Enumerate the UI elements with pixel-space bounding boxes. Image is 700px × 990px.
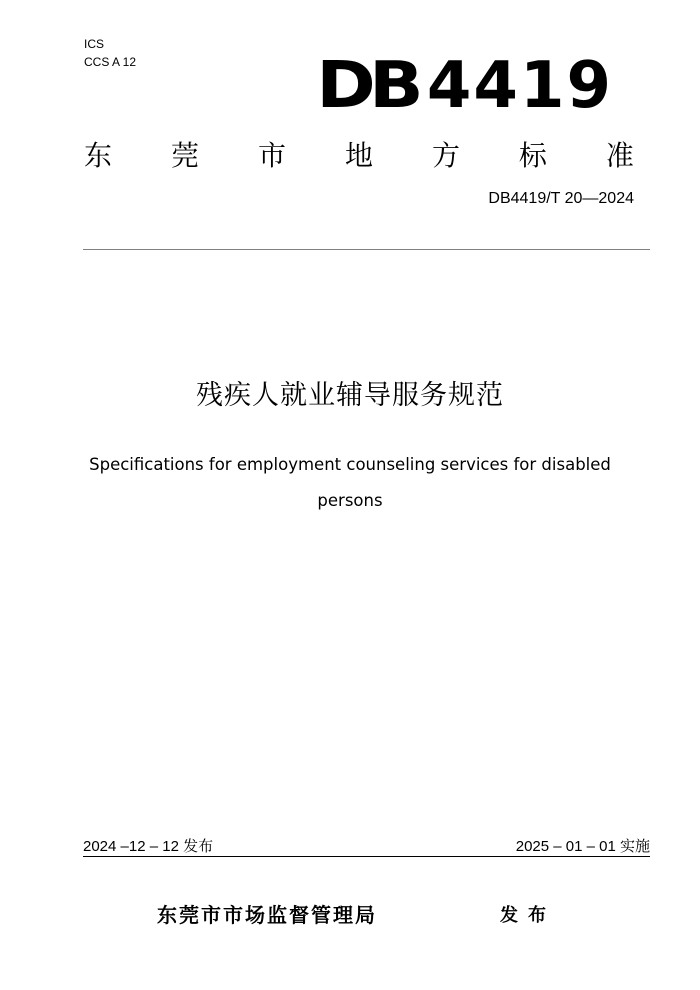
category-char: 市	[257, 139, 286, 172]
category-char: 东	[84, 139, 113, 172]
header-divider	[83, 249, 650, 250]
category-char: 准	[605, 139, 634, 172]
issuing-authority: 东莞市市场监督管理局	[157, 903, 377, 927]
standard-category	[84, 136, 634, 176]
code-number: 4419	[426, 49, 613, 123]
category-char: 方	[431, 139, 460, 172]
category-char: 标	[518, 139, 547, 172]
ics-label: ICS	[84, 37, 105, 51]
chinese-title: 残疾人就业辅导服务规范	[196, 380, 504, 411]
publish-label: 发布	[500, 905, 556, 926]
category-char: 莞	[170, 139, 199, 172]
classification-codes	[84, 35, 136, 71]
footer-divider	[83, 856, 650, 857]
category-char: 地	[344, 139, 373, 172]
issue-date: 2024 –12 – 12 发布	[83, 838, 214, 855]
english-title: Specifications for employment counseling services for disabled persons	[89, 455, 611, 510]
standard-number: DB4419/T 20—2024	[488, 190, 634, 207]
standard-code-logo	[316, 48, 613, 124]
code-prefix: DB	[316, 49, 417, 123]
implementation-date: 2025 – 01 – 01 实施	[515, 838, 650, 855]
ccs-label: CCS A 12	[84, 55, 137, 69]
